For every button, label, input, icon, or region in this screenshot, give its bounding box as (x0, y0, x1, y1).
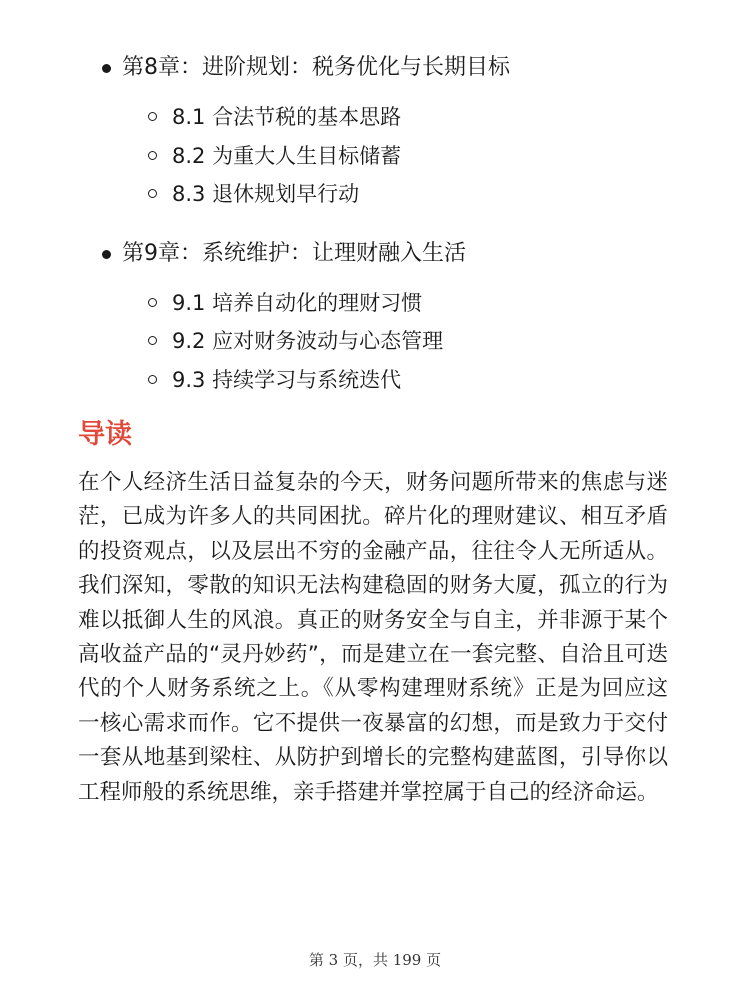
toc-chapter-title: 第8章：进阶规划：税务优化与长期目标 (122, 55, 510, 80)
bullet-circle-icon (148, 298, 157, 307)
toc-section-title: 8.2 为重大人生目标储蓄 (172, 143, 402, 168)
toc-section-title: 8.3 退休规划早行动 (172, 182, 360, 206)
bullet-circle-icon (148, 151, 157, 160)
toc-section-item (148, 137, 700, 176)
intro-paragraph: 在个人经济生活日益复杂的今天，财务问题所带来的焦虑与迷茫，已成为许多人的共同困扰。碎片化的理财建议、相互矛盾的投资观点，以及层出不穷的金融产品，往往令人无所适从。我们深知，零散的知识无法构建稳固的财务大厦，孤立的行为难以抵御人生的风浪。真正的财务安全与自主，并非源于某个高收益产品的“灵丹妙药”，而是建立在一套完整、自洽且可迭代的个人财务系统之上。《从零构建理财系统》正是为回应这一核心需求而作。它不提供一夜暴富的幻想，而是致力于交付一套从地基到梁柱、从防护到增长的完整构建蓝图，引导你以工程师般的系统思维，亲手搭建并掌控属于自己的经济命运。 (78, 470, 668, 805)
toc-section-title: 9.3 持续学习与系统迭代 (172, 367, 402, 392)
toc-chapter-line (100, 48, 700, 88)
toc-section-list (100, 284, 700, 400)
toc-section-item (148, 322, 700, 361)
bullet-circle-icon (148, 189, 157, 198)
bullet-circle-icon (148, 375, 157, 384)
section-heading: 导读 (78, 419, 132, 450)
toc-chapter-title: 第9章：系统维护：让理财融入生活 (122, 240, 466, 266)
bullet-disc-icon (102, 64, 111, 73)
toc-section-item (148, 361, 700, 400)
toc-section-list (100, 98, 700, 214)
toc-chapter-8 (100, 48, 700, 214)
toc-section-item (148, 98, 700, 137)
bullet-disc-icon (102, 250, 111, 259)
toc-section-item (148, 284, 700, 323)
toc-chapter-line (100, 234, 700, 274)
page-number-footer: 第 3 页，共 199 页 (308, 951, 442, 969)
table-of-contents (100, 48, 700, 399)
toc-section-title: 9.1 培养自动化的理财习惯 (172, 290, 423, 315)
toc-section-item (148, 175, 700, 214)
toc-section-title: 9.2 应对财务波动与心态管理 (172, 329, 444, 353)
toc-chapter-9 (100, 234, 700, 400)
toc-section-title: 8.1 合法节税的基本思路 (172, 105, 402, 129)
bullet-circle-icon (148, 112, 157, 121)
bullet-circle-icon (148, 336, 157, 345)
